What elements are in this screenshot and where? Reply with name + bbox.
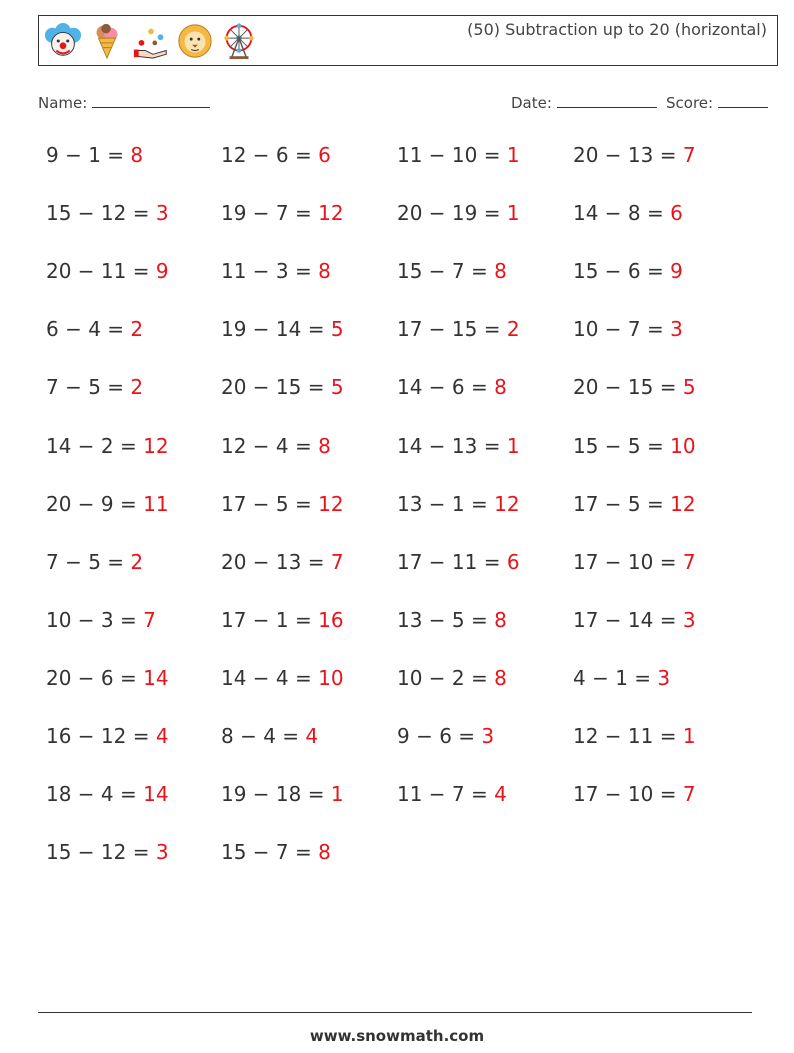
problem-expression: 12 − 11 = (573, 724, 683, 748)
problem-expression: 17 − 10 = (573, 550, 683, 574)
problem-answer: 9 (155, 259, 169, 283)
problem-answer: 9 (670, 259, 683, 283)
problem-answer: 12 (318, 201, 344, 225)
problem-item (221, 434, 331, 458)
problem-expression: 20 − 13 = (573, 143, 683, 167)
problem-expression: 15 − 12 = (46, 840, 156, 864)
problem-answer: 4 (155, 724, 169, 748)
footer-url: www.snowmath.com (309, 1027, 485, 1045)
problem-answer: 16 (318, 608, 344, 632)
worksheet-title: (50) Subtraction up to 20 (horizontal) (467, 20, 767, 39)
problem-expression: 11 − 3 = (221, 259, 319, 283)
problem-item (397, 608, 507, 632)
problem-answer: 8 (494, 666, 507, 690)
problem-item (397, 550, 520, 574)
ice-cream-icon (88, 22, 126, 60)
problem-item (46, 666, 169, 690)
lion-icon (176, 22, 214, 60)
problem-expression: 4 − 1 = (573, 666, 658, 690)
problem-item (573, 434, 696, 458)
problem-item (573, 782, 696, 806)
problem-item (221, 492, 344, 516)
problem-item (397, 434, 520, 458)
problem-item (46, 434, 169, 458)
ferris-wheel-icon (220, 22, 258, 60)
problem-answer: 7 (682, 782, 696, 806)
problem-item (221, 143, 331, 167)
problem-item (221, 840, 331, 864)
problem-item (573, 317, 683, 341)
problem-answer: 14 (143, 666, 169, 690)
problem-answer: 12 (318, 492, 344, 516)
problem-expression: 15 − 7 = (397, 259, 495, 283)
problem-expression: 14 − 13 = (397, 434, 507, 458)
juggling-icon (132, 22, 170, 60)
problem-expression: 20 − 15 = (221, 375, 331, 399)
problem-answer: 8 (130, 143, 144, 167)
problem-answer: 6 (318, 143, 331, 167)
problem-answer: 8 (318, 840, 331, 864)
problem-item (46, 259, 169, 283)
problem-answer: 12 (143, 434, 169, 458)
problem-item (397, 375, 507, 399)
problem-answer: 3 (155, 201, 169, 225)
worksheet-header (38, 15, 778, 66)
problem-answer: 11 (143, 492, 169, 516)
problem-item (397, 143, 520, 167)
problem-expression: 19 − 14 = (221, 317, 331, 341)
problem-item (221, 666, 344, 690)
name-label: Name: (38, 94, 88, 112)
problem-answer: 3 (481, 724, 495, 748)
problem-item (46, 317, 143, 341)
footer-divider (38, 1012, 752, 1013)
problem-expression: 17 − 11 = (397, 550, 507, 574)
problem-item (46, 550, 143, 574)
problem-item (46, 840, 169, 864)
problem-item (221, 782, 344, 806)
problem-item (573, 492, 696, 516)
problem-item (573, 550, 696, 574)
problem-answer: 14 (143, 782, 169, 806)
problem-answer: 4 (305, 724, 319, 748)
problem-expression: 10 − 3 = (46, 608, 144, 632)
problem-answer: 1 (506, 143, 520, 167)
problem-expression: 20 − 6 = (46, 666, 144, 690)
score-blank[interactable] (718, 93, 768, 108)
name-blank[interactable] (92, 93, 210, 108)
problem-answer: 5 (330, 317, 344, 341)
problem-item (573, 666, 670, 690)
date-field[interactable] (511, 93, 657, 112)
problem-expression: 17 − 14 = (573, 608, 683, 632)
problem-item (221, 375, 344, 399)
problem-item (221, 317, 344, 341)
problem-answer: 2 (506, 317, 520, 341)
problem-answer: 5 (330, 375, 344, 399)
problem-expression: 16 − 12 = (46, 724, 156, 748)
problem-expression: 10 − 7 = (573, 317, 671, 341)
problem-expression: 15 − 7 = (221, 840, 319, 864)
clown-icon (44, 22, 82, 60)
problem-answer: 1 (330, 782, 344, 806)
problem-item (221, 550, 344, 574)
problem-item (397, 317, 520, 341)
problem-expression: 8 − 4 = (221, 724, 306, 748)
problem-expression: 20 − 11 = (46, 259, 156, 283)
problem-item (573, 143, 696, 167)
problem-expression: 14 − 4 = (221, 666, 319, 690)
problem-answer: 1 (506, 434, 520, 458)
problem-answer: 3 (657, 666, 671, 690)
problem-item (573, 608, 696, 632)
problem-answer: 2 (130, 550, 144, 574)
problem-item (397, 201, 520, 225)
problem-answer: 12 (670, 492, 696, 516)
problem-expression: 6 − 4 = (46, 317, 131, 341)
name-field[interactable] (38, 93, 210, 112)
problem-expression: 20 − 19 = (397, 201, 507, 225)
problem-expression: 9 − 1 = (46, 143, 131, 167)
problem-answer: 7 (330, 550, 344, 574)
problem-expression: 19 − 18 = (221, 782, 331, 806)
problem-answer: 7 (682, 550, 696, 574)
problem-answer: 8 (318, 259, 331, 283)
problem-answer: 3 (670, 317, 683, 341)
problem-answer: 10 (670, 434, 696, 458)
problem-answer: 2 (130, 375, 144, 399)
date-label: Date: (511, 94, 552, 112)
problem-item (397, 724, 494, 748)
problem-expression: 15 − 12 = (46, 201, 156, 225)
problem-answer: 1 (506, 201, 520, 225)
problem-answer: 5 (682, 375, 696, 399)
problem-item (573, 724, 696, 748)
problem-answer: 7 (143, 608, 156, 632)
problem-expression: 7 − 5 = (46, 375, 131, 399)
problem-item (46, 143, 143, 167)
icon-row (44, 22, 258, 60)
problem-answer: 8 (494, 259, 507, 283)
problem-item (573, 375, 696, 399)
problem-expression: 9 − 6 = (397, 724, 482, 748)
problem-expression: 19 − 7 = (221, 201, 319, 225)
problem-expression: 15 − 5 = (573, 434, 671, 458)
problem-answer: 4 (494, 782, 507, 806)
problem-item (46, 724, 169, 748)
problem-item (46, 375, 143, 399)
problem-item (221, 608, 344, 632)
problem-item (46, 201, 169, 225)
problem-answer: 8 (318, 434, 331, 458)
problem-expression: 20 − 9 = (46, 492, 144, 516)
problem-expression: 11 − 10 = (397, 143, 507, 167)
problem-answer: 6 (670, 201, 683, 225)
problem-expression: 11 − 7 = (397, 782, 495, 806)
problem-item (46, 608, 156, 632)
problem-expression: 20 − 13 = (221, 550, 331, 574)
problem-answer: 10 (318, 666, 344, 690)
problem-item (397, 782, 507, 806)
problem-expression: 17 − 5 = (221, 492, 319, 516)
problem-expression: 13 − 1 = (397, 492, 495, 516)
score-field[interactable] (666, 93, 768, 112)
problem-expression: 20 − 15 = (573, 375, 683, 399)
problem-expression: 13 − 5 = (397, 608, 495, 632)
problem-item (397, 492, 520, 516)
problem-answer: 8 (494, 608, 507, 632)
problem-expression: 10 − 2 = (397, 666, 495, 690)
problem-expression: 12 − 4 = (221, 434, 319, 458)
problem-item (46, 782, 169, 806)
problem-answer: 2 (130, 317, 144, 341)
problem-answer: 1 (682, 724, 696, 748)
problem-answer: 7 (682, 143, 696, 167)
score-label: Score: (666, 94, 714, 112)
problem-expression: 17 − 5 = (573, 492, 671, 516)
problem-expression: 14 − 8 = (573, 201, 671, 225)
problem-expression: 15 − 6 = (573, 259, 671, 283)
problem-expression: 14 − 6 = (397, 375, 495, 399)
problem-item (573, 259, 683, 283)
problem-item (221, 201, 344, 225)
problem-answer: 8 (494, 375, 507, 399)
problem-answer: 3 (155, 840, 169, 864)
problem-expression: 17 − 1 = (221, 608, 319, 632)
date-blank[interactable] (557, 93, 657, 108)
problem-item (221, 724, 318, 748)
problem-item (397, 666, 507, 690)
problem-expression: 14 − 2 = (46, 434, 144, 458)
problem-answer: 12 (494, 492, 520, 516)
problem-item (221, 259, 331, 283)
problem-answer: 6 (506, 550, 520, 574)
problem-item (397, 259, 507, 283)
problem-expression: 18 − 4 = (46, 782, 144, 806)
problem-answer: 3 (682, 608, 696, 632)
problem-expression: 7 − 5 = (46, 550, 131, 574)
problem-item (573, 201, 683, 225)
problem-expression: 12 − 6 = (221, 143, 319, 167)
problem-expression: 17 − 15 = (397, 317, 507, 341)
problem-item (46, 492, 169, 516)
problem-expression: 17 − 10 = (573, 782, 683, 806)
